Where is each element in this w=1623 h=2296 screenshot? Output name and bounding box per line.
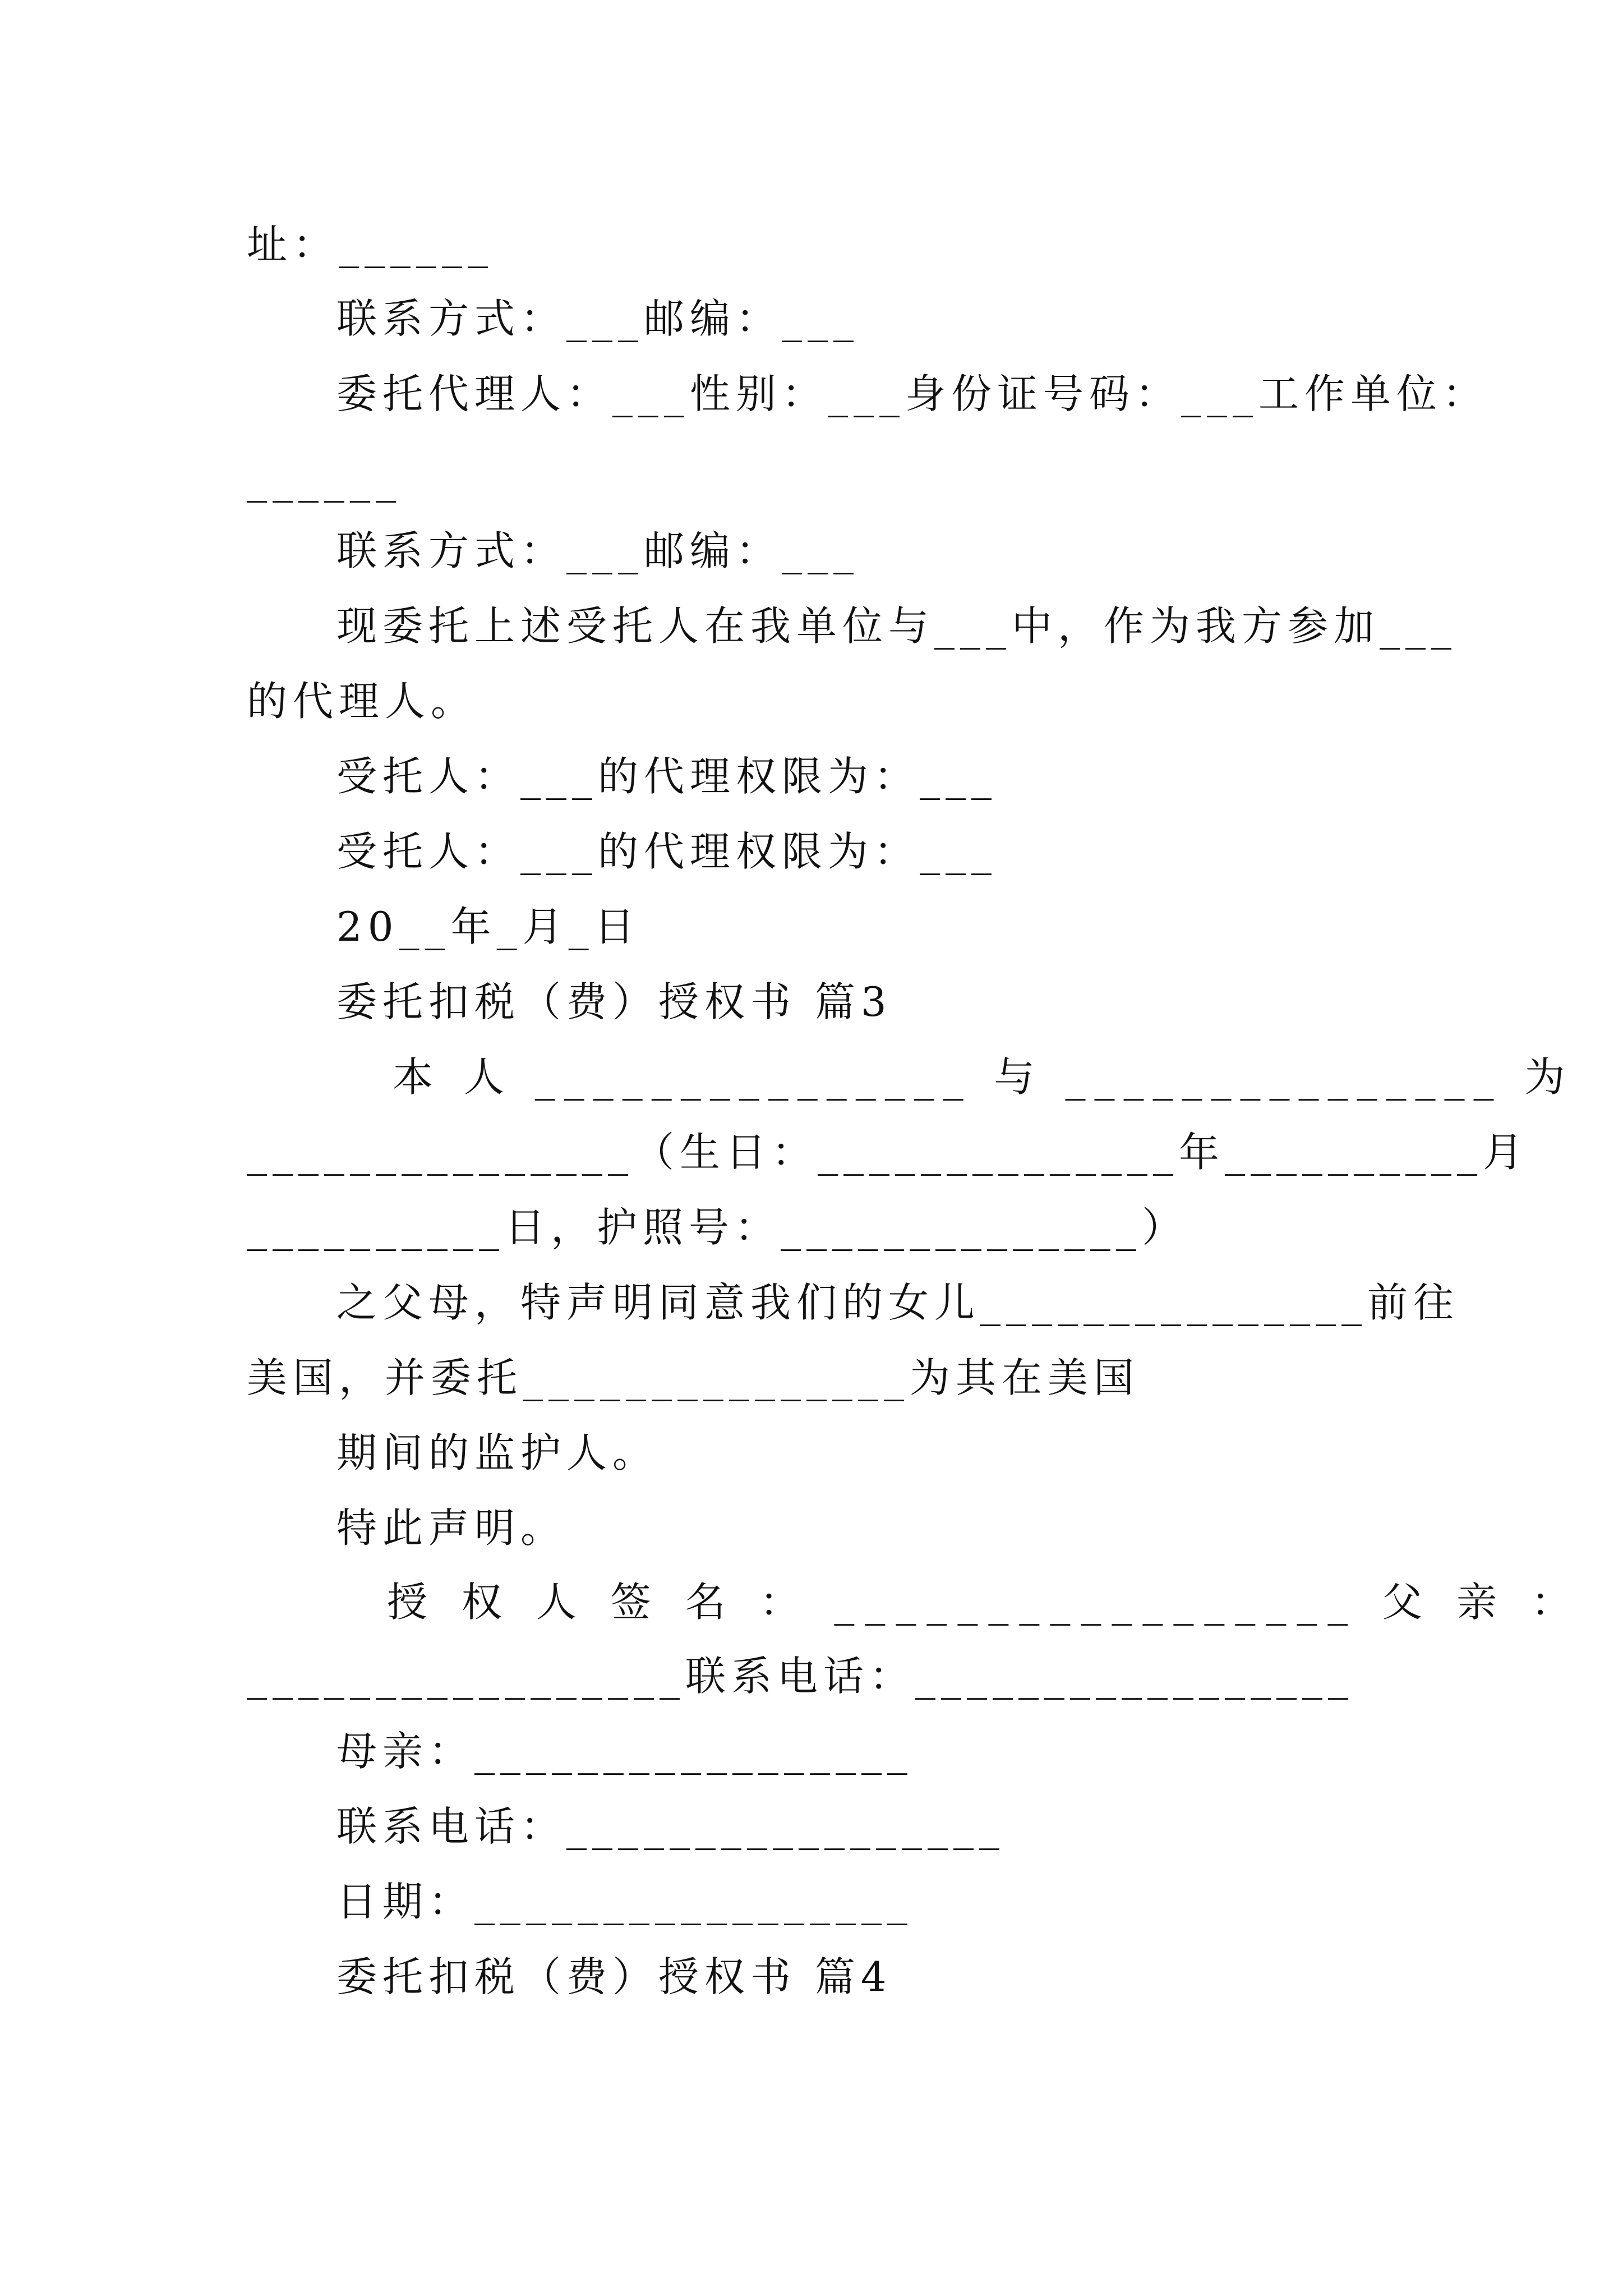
contact-line-1: 联系方式：___邮编：___ — [336, 295, 860, 342]
statement-line-2: _______________（生日：______________年__________月 — [247, 1129, 1529, 1176]
statement-line-3: __________日，护照号：______________） — [247, 1204, 1188, 1251]
entrust-paragraph-line-1: 现委托上述受托人在我单位与___中，作为我方参加___ — [336, 602, 1458, 650]
address-line: 址：______ — [247, 221, 494, 268]
trustee-authority-line-2: 受托人：___的代理权限为：___ — [336, 828, 998, 875]
workplace-blank-line: ______ — [247, 455, 402, 503]
agent-line: 委托代理人：___性别：___身份证号码：___工作单位： — [336, 370, 1489, 417]
mother-phone-line: 联系电话：_________________ — [336, 1803, 1006, 1850]
sign-date-line: 日期：_________________ — [336, 1878, 914, 1925]
statement-line-5: 美国，并委托_______________为其在美国 — [247, 1354, 1140, 1401]
signature-line: 授 权 人 签 名 ： _________________ 父 亲 ： — [387, 1579, 1582, 1626]
statement-line-6: 期间的监护人。 — [336, 1429, 659, 1476]
contact-line-2: 联系方式：___邮编：___ — [336, 527, 860, 574]
statement-line-1: 本 人 _______________ 与 _______________ 为 — [393, 1053, 1574, 1101]
entrust-paragraph-line-2: 的代理人。 — [247, 678, 477, 725]
trustee-authority-line-1: 受托人：___的代理权限为：___ — [336, 753, 998, 800]
section-heading-3: 委托扣税（费）授权书 篇3 — [336, 978, 892, 1025]
mother-line: 母亲：_________________ — [336, 1728, 914, 1775]
section-heading-4: 委托扣税（费）授权书 篇4 — [336, 1953, 892, 2000]
declaration-line: 特此声明。 — [336, 1504, 567, 1552]
statement-line-4: 之父母，特声明同意我们的女儿_______________前往 — [336, 1279, 1460, 1326]
father-phone-line: _________________联系电话：_________________ — [247, 1653, 1354, 1700]
date-line: 20__年_月_日 — [336, 903, 640, 950]
